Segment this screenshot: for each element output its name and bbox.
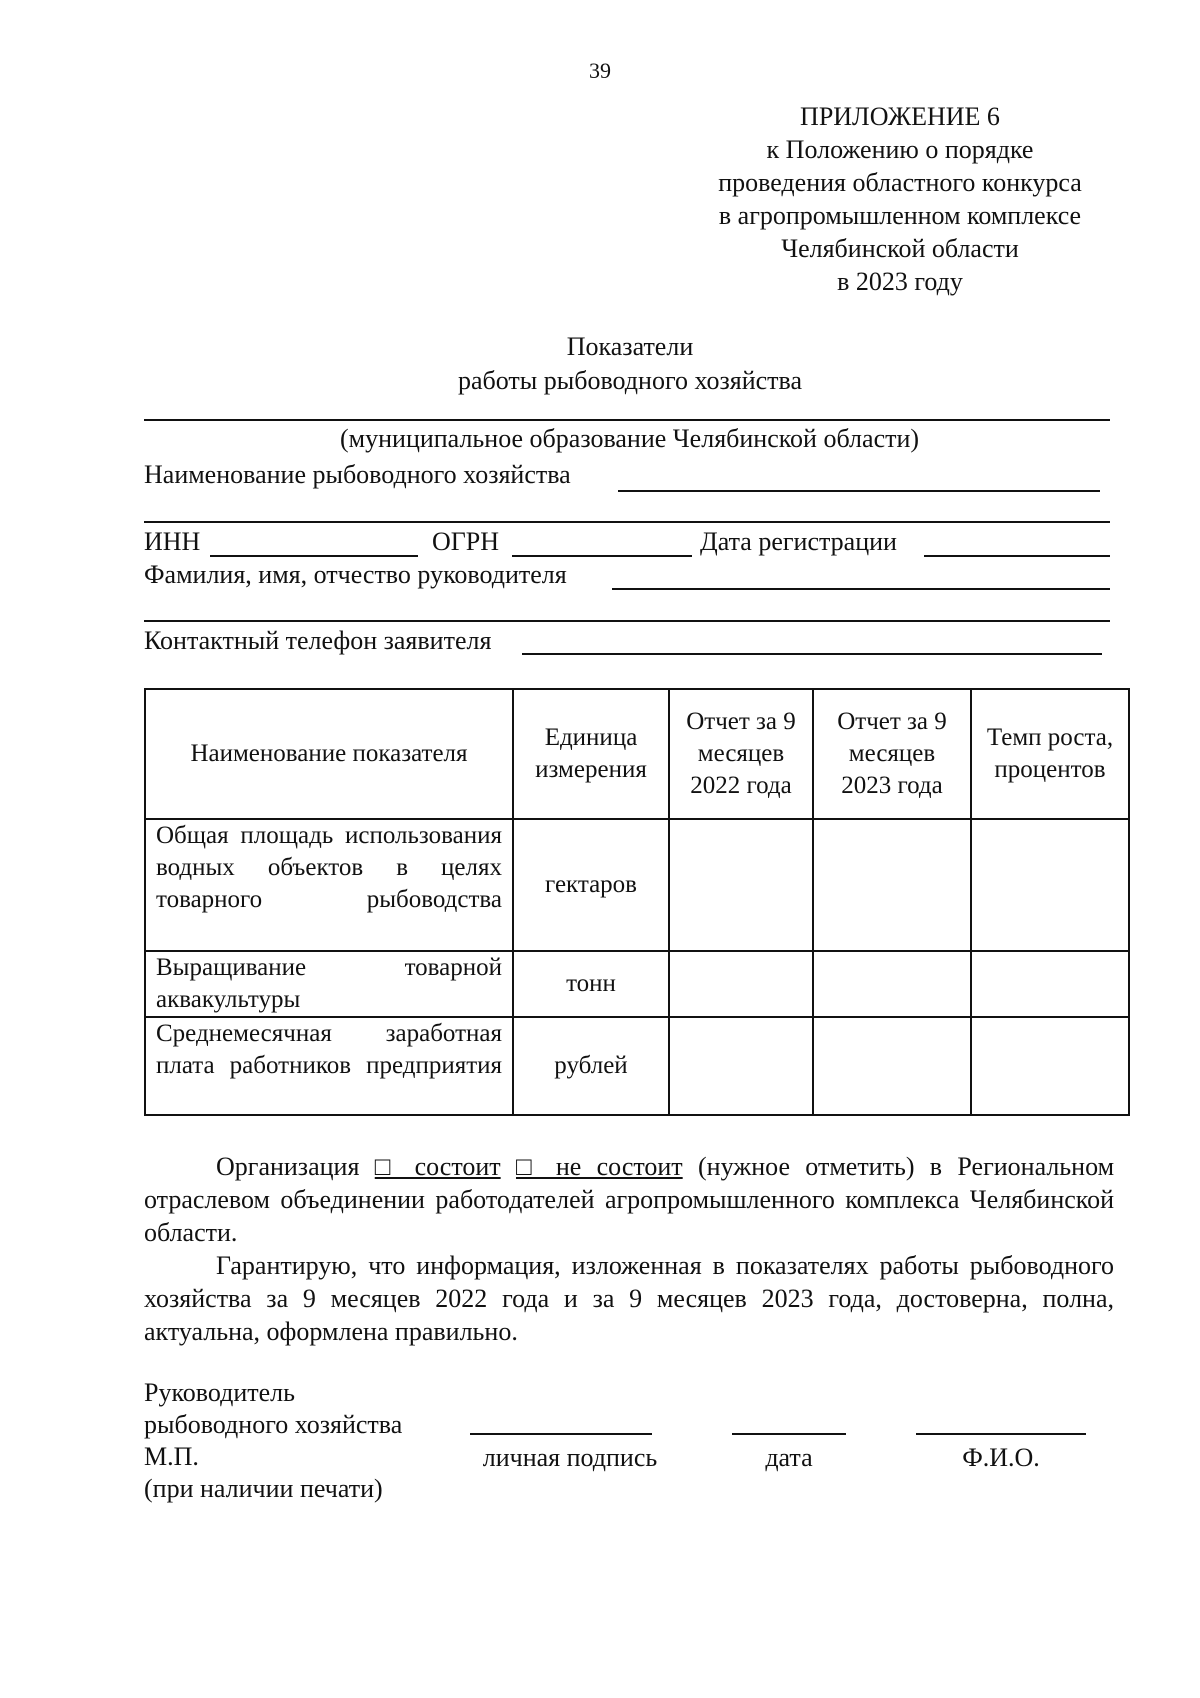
value-2023-cell[interactable] [813,951,971,1017]
value-2022-cell[interactable] [669,819,813,951]
personal-signature-caption: личная подпись [482,1443,658,1472]
ogrn-field[interactable] [512,555,692,557]
indicator-unit: рублей [513,1017,669,1115]
membership-prefix: Организация [216,1152,360,1181]
value-2022-cell[interactable] [669,951,813,1017]
date-caption: дата [765,1443,813,1472]
table-row [145,1017,1129,1115]
appendix-line: Челябинской области [781,234,1019,263]
municipality-field-line[interactable] [144,419,1110,421]
ogrn-label: ОГРН [432,527,500,556]
option-not-member-checkbox[interactable]: □ не состоит [515,1152,683,1181]
appendix-line: к Положению о порядке [766,135,1034,164]
signer-title-2: рыбоводного хозяйства [144,1410,403,1439]
appendix-line: проведения областного конкурса [718,168,1082,197]
signer-title: Руководитель [144,1378,295,1407]
stamp-label: М.П. [144,1442,199,1471]
municipality-caption: (муниципальное образование Челябинской области) [340,424,920,453]
appendix-title: ПРИЛОЖЕНИЕ 6 [800,102,1000,131]
indicators-table [144,688,1130,1116]
header-cell: Единица измерения [513,689,669,819]
indicator-name: Выращивание товарной аквакультуры [145,951,513,1017]
value-2022-cell[interactable] [669,1017,813,1115]
document-heading [0,330,1200,398]
growth-cell[interactable] [971,1017,1129,1115]
head-name-field-continued[interactable] [144,620,1110,622]
fio-field[interactable] [916,1433,1086,1435]
indicator-unit: гектаров [513,819,669,951]
date-field[interactable] [732,1433,846,1435]
header-cell: Наименование показателя [145,689,513,819]
inn-label: ИНН [144,527,201,556]
farm-name-label: Наименование рыбоводного хозяйства [144,460,571,489]
farm-name-field-continued[interactable] [144,521,1110,523]
reg-date-label: Дата регистрации [700,527,897,556]
option-member-checkbox[interactable]: □ состоит [374,1152,501,1181]
value-2023-cell[interactable] [813,819,971,951]
growth-cell[interactable] [971,951,1129,1017]
phone-label: Контактный телефон заявителя [144,626,492,655]
guarantee-paragraph [144,1249,1114,1348]
value-2023-cell[interactable] [813,1017,971,1115]
farm-name-field[interactable] [618,490,1100,492]
personal-signature-field[interactable] [470,1433,652,1435]
header-cell: Темп роста, процентов [971,689,1129,819]
stamp-note: (при наличии печати) [144,1474,383,1503]
reg-date-field[interactable] [924,555,1110,557]
header-cell: Отчет за 9 месяцев 2023 года [813,689,971,819]
indicator-name: Среднемесячная заработная плата работников предприятия [145,1017,513,1115]
appendix-line: в агропромышленном комплексе [718,201,1082,230]
signature-block-labels [144,1377,402,1505]
table-header-row [145,689,1129,819]
indicator-unit: тонн [513,951,669,1017]
header-cell: Отчет за 9 месяцев 2022 года [669,689,813,819]
appendix-line: в 2023 году [837,267,963,296]
heading-line-2: работы рыбоводного хозяйства [458,366,802,395]
heading-line-1: Показатели [566,332,694,361]
table-row [145,819,1129,951]
phone-field[interactable] [522,653,1102,655]
growth-cell[interactable] [971,819,1129,951]
membership-suffix: (нужное отметить) в Региональном отраслевом объединении работодателей агропромышленного комплекса Челябинской области. [144,1152,1115,1247]
membership-paragraph [144,1150,1114,1249]
inn-field[interactable] [210,555,418,557]
table-row [145,951,1129,1017]
appendix-block [680,100,1120,298]
guarantee-text: Гарантирую, что информация, изложенная в показателях работы рыбоводного хозяйства за 9 месяцев 2022 года и за 9 месяцев 2023 года, достоверна, полна, актуальна, оформлена правильно. [144,1251,1114,1346]
head-name-field[interactable] [612,588,1110,590]
head-name-label: Фамилия, имя, отчество руководителя [144,560,567,589]
page-number: 39 [589,58,611,83]
fio-caption: Ф.И.О. [962,1443,1040,1472]
indicator-name: Общая площадь использования водных объектов в целях товарного рыбоводства [145,819,513,951]
